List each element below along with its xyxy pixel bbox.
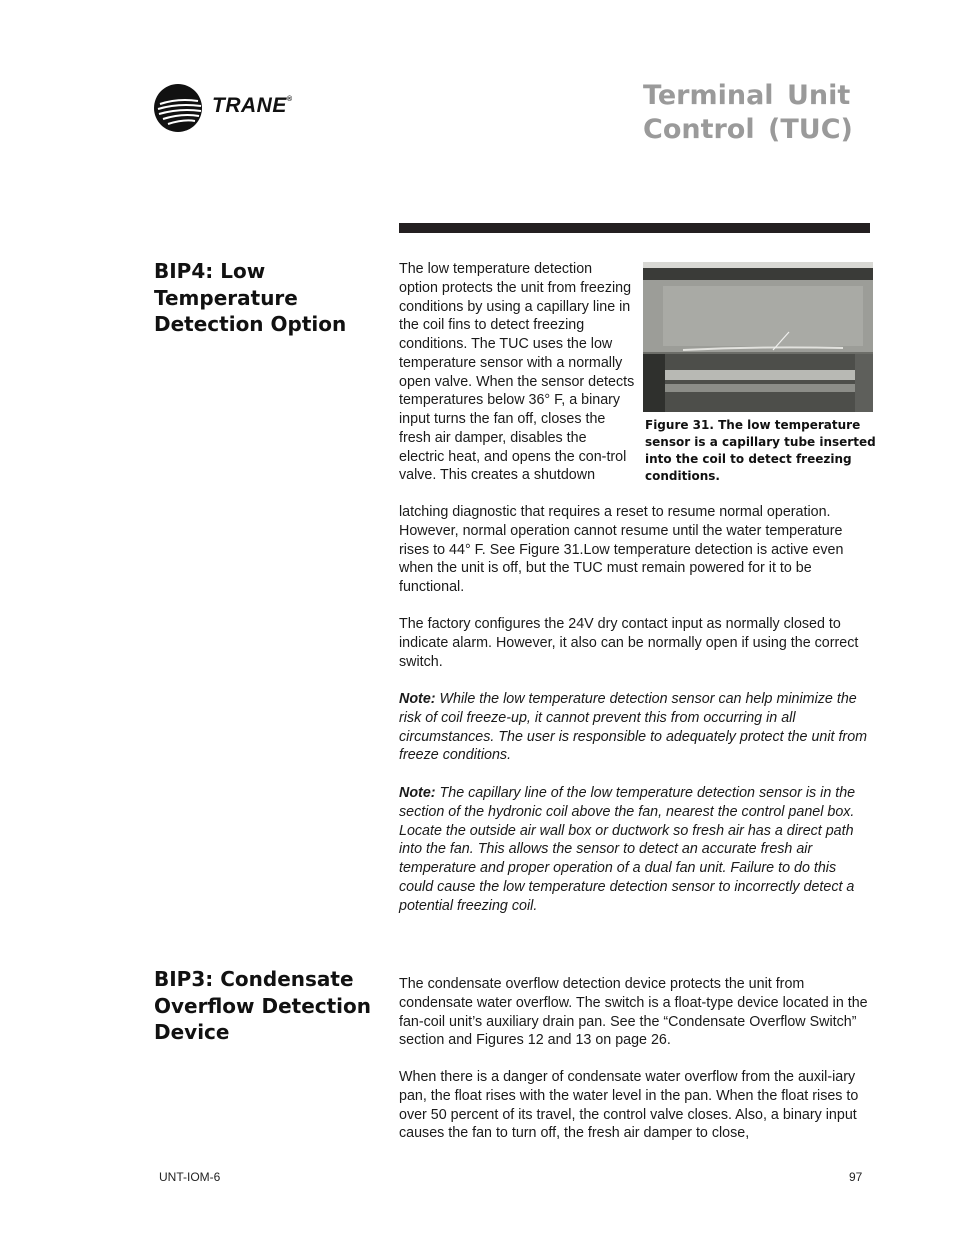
bip4-paragraph-continued: latching diagnostic that requires a reset to resume normal operation. However, normal operation cannot resume until the water temperature rises to 44° F. See Figure 31.Low temperature detection is active even when the unit is off, but the TUC must remain powered for it to be functional.	[399, 504, 844, 595]
note-text: While the low temperature detection sensor can help minimize the risk of coil freeze-up, it cannot prevent this from occurring in all circumstances. The user is responsible to adequately protect the unit from freeze conditions.	[399, 691, 868, 764]
section-heading-bip3: BIP3: Condensate Overflow Detection Device	[154, 967, 372, 1044]
figure-31-caption: Figure 31. The low temperature sensor is a capillary tube inserted into the coil to detect freezing conditions.	[645, 418, 876, 483]
trane-globe-icon	[154, 84, 204, 134]
page-header-title: Terminal Unit Control (TUC)	[643, 80, 853, 145]
brand-wordmark: TRANE®	[212, 94, 293, 117]
figure-31-photo	[643, 262, 873, 412]
bip4-paragraph-intro: The low temperature detection option protects the unit from freezing conditions by using a capillary line in the coil fins to detect freezing conditions. The TUC uses the low temperature sensor with a normally open valve. When the sensor detects temperatures below 36° F, a binary input turns the fan off, closes the fresh air damper, disables the electric heat, and opens the con-trol valve. This creates a shutdown	[399, 261, 635, 484]
bip3-paragraph-intro: The condensate overflow detection device protects the unit from condensate water overflow. The switch is a float-type device located in the fan-coil unit’s auxiliary drain pan. See the “Condensate Overflow Switch” section and Figures 12 and 13 on page 26.	[399, 976, 868, 1049]
section-heading-bip4: BIP4: Low Temperature Detection Option	[154, 259, 347, 336]
note-text: The capillary line of the low temperature detection sensor is in the section of the hydronic coil above the fan, nearest the control panel box. Locate the outside air wall box or ductwork so fresh air has a direct path into the fan. This allows the sensor to detect an accurate fresh air temperature and proper operation of a dual fan unit. Failure to do this could cause the low temperature detection sensor to incorrectly detect a potential freezing coil.	[399, 785, 856, 914]
note-capillary-location	[399, 784, 874, 915]
bip3-paragraph-float: When there is a danger of condensate water overflow from the auxil-iary pan, the float rises with the water level in the pan. When the float rises to over 50 percent of its travel, the control valve closes. Also, a binary input causes the fan to turn off, the fresh air damper to close,	[399, 1069, 859, 1142]
note-freeze-protection	[399, 690, 874, 765]
bip4-paragraph-dry-contact: The factory configures the 24V dry contact input as normally closed to indicate alarm. However, it also can be normally open if using the correct switch.	[399, 616, 859, 670]
trane-logo	[154, 84, 314, 134]
footer-page-number: 97	[849, 1170, 863, 1184]
section-divider-bar	[399, 223, 870, 233]
note-label: Note:	[399, 691, 436, 707]
footer-doc-id: UNT-IOM-6	[159, 1170, 221, 1184]
note-label: Note:	[399, 785, 436, 801]
